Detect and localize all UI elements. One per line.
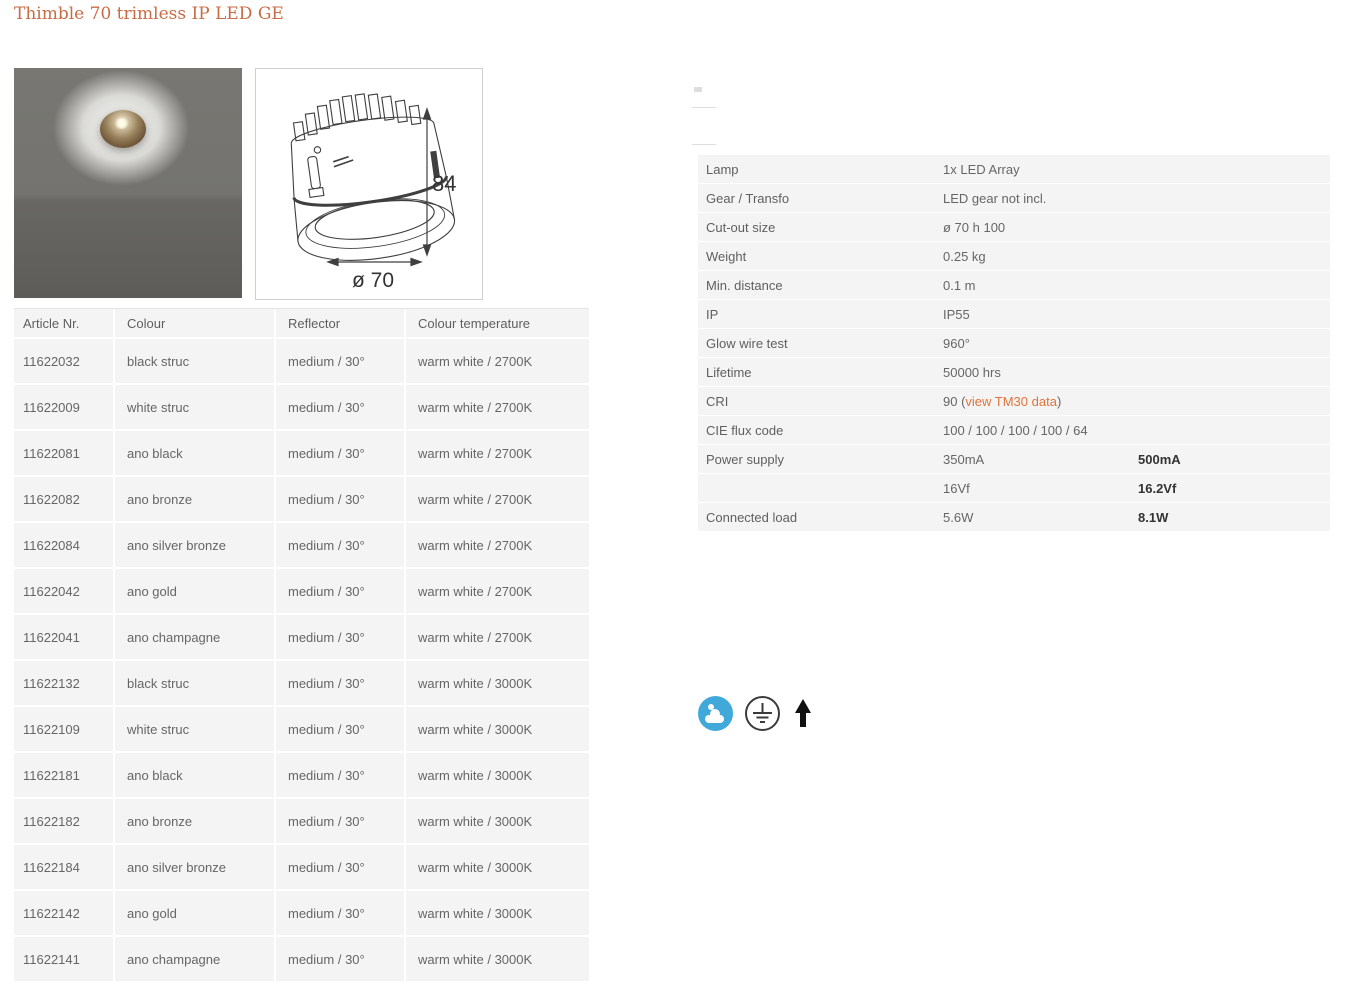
table-cell: warm white / 2700K [406, 477, 589, 521]
spec-label: Cut-out size [706, 219, 776, 235]
table-cell: 11622082 [14, 477, 113, 521]
spec-row [698, 445, 1330, 473]
table-cell: 11622032 [14, 339, 113, 383]
artifact-mark [694, 87, 702, 92]
table-cell: ano gold [115, 569, 274, 613]
table-cell: warm white / 3000K [406, 661, 589, 705]
table-cell: 11622084 [14, 523, 113, 567]
spec-row [698, 503, 1330, 531]
variants-table [14, 308, 589, 983]
table-row [14, 799, 589, 843]
recessed-light-fixture [100, 110, 146, 148]
spec-value: 350mA [943, 451, 985, 467]
table-cell: 11622132 [14, 661, 113, 705]
table-cell: 11622042 [14, 569, 113, 613]
spec-row [698, 329, 1330, 357]
table-cell: medium / 30° [276, 477, 404, 521]
table-row [14, 339, 589, 383]
table-row [14, 431, 589, 475]
outdoor-use-icon [698, 696, 733, 731]
table-cell: medium / 30° [276, 891, 404, 935]
table-cell: medium / 30° [276, 707, 404, 751]
table-cell: 11622184 [14, 845, 113, 889]
spec-value: 16Vf [943, 480, 970, 496]
spec-value: 50000 hrs [943, 364, 1001, 380]
table-cell: warm white / 2700K [406, 523, 589, 567]
dimension-diameter-label: ø 70 [351, 269, 395, 292]
table-cell: 11622182 [14, 799, 113, 843]
page-title: Thimble 70 trimless IP LED GE [14, 4, 284, 24]
table-row [14, 845, 589, 889]
header-cell-colour: Colour [115, 309, 274, 337]
dimension-height-label: 84 [432, 171, 457, 196]
table-cell: warm white / 3000K [406, 799, 589, 843]
technical-drawing [255, 68, 483, 300]
table-cell: white struc [115, 385, 274, 429]
spec-label: Lamp [706, 161, 739, 177]
table-row [14, 661, 589, 705]
spec-row [698, 242, 1330, 270]
spec-label: CIE flux code [706, 422, 784, 438]
table-row [14, 615, 589, 659]
table-cell: warm white / 2700K [406, 385, 589, 429]
table-cell: 11622009 [14, 385, 113, 429]
cloud-bar [705, 715, 724, 723]
spec-row [698, 184, 1330, 212]
product-photo [14, 68, 242, 298]
table-cell: ano gold [115, 891, 274, 935]
spec-label: Power supply [706, 451, 785, 467]
table-cell: warm white / 2700K [406, 431, 589, 475]
spec-value: 0.25 kg [943, 248, 986, 264]
table-cell: warm white / 3000K [406, 937, 589, 981]
table-cell: ano champagne [115, 937, 274, 981]
spec-row [698, 155, 1330, 183]
spec-label: Min. distance [706, 277, 783, 293]
table-cell: warm white / 3000K [406, 845, 589, 889]
spec-label: CRI [706, 393, 729, 409]
spec-label: Weight [706, 248, 747, 264]
artifact-mark [692, 144, 716, 145]
table-row [14, 477, 589, 521]
variants-table-header [14, 309, 589, 337]
spec-label: Gear / Transfo [706, 190, 790, 206]
spec-label: Connected load [706, 509, 798, 525]
spec-value: 0.1 m [943, 277, 976, 293]
header-cell-colour-temperature: Colour temperature [406, 309, 589, 337]
spec-value: 90 (view TM30 data) [943, 393, 1062, 409]
table-cell: warm white / 2700K [406, 339, 589, 383]
artifact-mark [692, 107, 716, 108]
table-row [14, 385, 589, 429]
light-source-glow [114, 118, 130, 129]
table-cell: medium / 30° [276, 385, 404, 429]
table-cell: ano bronze [115, 477, 274, 521]
table-cell: medium / 30° [276, 431, 404, 475]
header-cell-reflector: Reflector [276, 309, 404, 337]
table-cell: 11622142 [14, 891, 113, 935]
header-cell-article-nr: Article Nr. [14, 309, 113, 337]
tm30-data-link[interactable]: view TM30 data [965, 393, 1057, 409]
spec-row [698, 474, 1330, 502]
spec-row [698, 416, 1330, 444]
table-cell: ano silver bronze [115, 523, 274, 567]
table-row [14, 753, 589, 797]
table-cell: ano silver bronze [115, 845, 274, 889]
table-row [14, 707, 589, 751]
table-cell: medium / 30° [276, 523, 404, 567]
spec-value: LED gear not incl. [943, 190, 1047, 206]
spec-value: IP55 [943, 306, 970, 322]
table-cell: 11622081 [14, 431, 113, 475]
spec-label: Lifetime [706, 364, 752, 380]
table-row [14, 937, 589, 981]
table-cell: white struc [115, 707, 274, 751]
table-cell: ano black [115, 753, 274, 797]
protective-earth-icon [745, 696, 780, 731]
table-row [14, 523, 589, 567]
table-cell: medium / 30° [276, 799, 404, 843]
table-cell: black struc [115, 661, 274, 705]
table-cell: ano champagne [115, 615, 274, 659]
table-cell: ano bronze [115, 799, 274, 843]
spec-value: 1x LED Array [943, 161, 1020, 177]
table-cell: warm white / 2700K [406, 569, 589, 613]
spec-row [698, 213, 1330, 241]
spec-label: IP [706, 306, 719, 322]
variants-table-body [14, 339, 589, 981]
spec-row [698, 300, 1330, 328]
spec-value-secondary: 16.2Vf [1138, 480, 1177, 496]
spec-value-secondary: 500mA [1138, 451, 1181, 467]
table-cell: medium / 30° [276, 569, 404, 613]
table-cell: 11622141 [14, 937, 113, 981]
spec-row [698, 387, 1330, 415]
table-cell: 11622109 [14, 707, 113, 751]
table-cell: medium / 30° [276, 937, 404, 981]
table-cell: 11622181 [14, 753, 113, 797]
table-cell: warm white / 2700K [406, 615, 589, 659]
spec-row [698, 271, 1330, 299]
table-cell: medium / 30° [276, 339, 404, 383]
spec-value-secondary: 8.1W [1138, 509, 1169, 525]
table-cell: warm white / 3000K [406, 891, 589, 935]
table-cell: medium / 30° [276, 661, 404, 705]
table-cell: medium / 30° [276, 753, 404, 797]
spec-value: 960° [943, 335, 970, 351]
table-cell: medium / 30° [276, 845, 404, 889]
spec-value: 5.6W [943, 509, 974, 525]
table-cell: black struc [115, 339, 274, 383]
spec-label: Glow wire test [706, 335, 788, 351]
spec-value: 100 / 100 / 100 / 100 / 64 [943, 422, 1088, 438]
table-cell: ano black [115, 431, 274, 475]
up-arrow-icon [795, 699, 811, 728]
table-cell: warm white / 3000K [406, 707, 589, 751]
spec-value: ø 70 h 100 [943, 219, 1006, 235]
table-cell: medium / 30° [276, 615, 404, 659]
spec-row [698, 358, 1330, 386]
table-cell: warm white / 3000K [406, 753, 589, 797]
table-row [14, 891, 589, 935]
spec-table [698, 155, 1330, 532]
table-row [14, 569, 589, 613]
dimension-drawing-svg [256, 69, 482, 299]
table-cell: 11622041 [14, 615, 113, 659]
